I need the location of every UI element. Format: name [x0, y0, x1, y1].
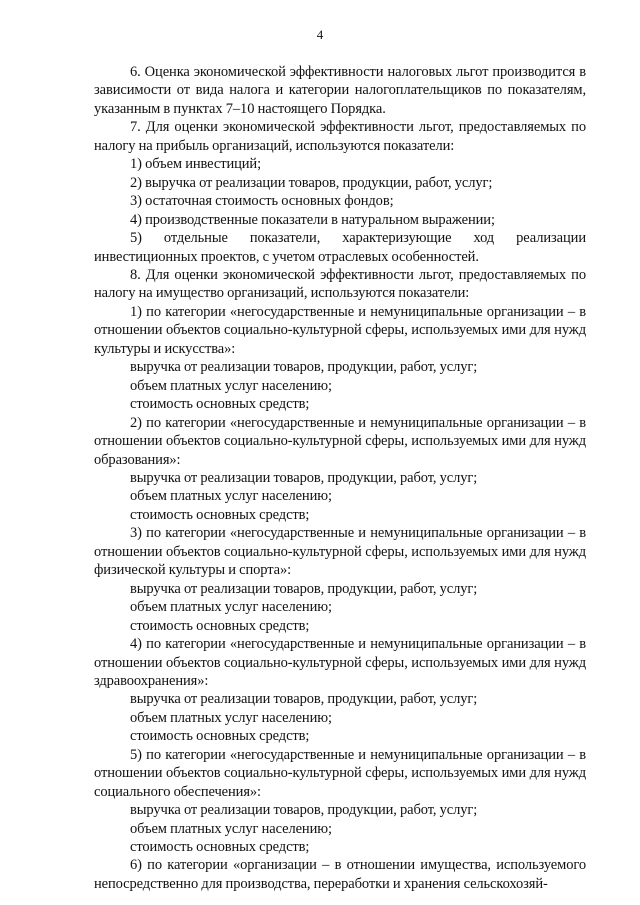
- paragraph-item-7: 7. Для оценки экономической эффективности льгот, предоставляемых по налогу на прибыль организаций, используются показатели:: [94, 119, 586, 154]
- indicator-item: выручка от реализации товаров, продукции, работ, услуг;: [130, 359, 478, 376]
- list-item: 3) остаточная стоимость основных фондов;: [130, 193, 394, 210]
- indicator-item: объем платных услуг населению;: [130, 488, 332, 505]
- document-body: [94, 63, 586, 893]
- category-item: 3) по категории «негосударственные и немуниципальные организации – в отношении объектов социально-культурной сферы, используемых ими для нужд физической культуры и спорта»:: [94, 525, 586, 579]
- list-item: 2) выручка от реализации товаров, продукции, работ, услуг;: [130, 174, 493, 191]
- indicator-item: стоимость основных средств;: [130, 506, 310, 523]
- indicator-item: стоимость основных средств;: [130, 396, 310, 413]
- category-item: 5) по категории «негосударственные и немуниципальные организации – в отношении объектов социально-культурной сферы, используемых ими для нужд социального обеспечения»:: [94, 746, 586, 800]
- indicator-item: объем платных услуг населению;: [130, 377, 332, 394]
- indicator-item: выручка от реализации товаров, продукции, работ, услуг;: [130, 802, 478, 819]
- indicator-item: объем платных услуг населению;: [130, 709, 332, 726]
- paragraph-item-6: 6. Оценка экономической эффективности налоговых льгот производится в зависимости от вида налога и категории налогоплательщиков по показателям, указанным в пунктах 7–10 настоящего Порядка.: [94, 64, 586, 117]
- indicator-item: выручка от реализации товаров, продукции, работ, услуг;: [130, 469, 478, 486]
- indicator-item: объем платных услуг населению;: [130, 599, 332, 616]
- list-item: 4) производственные показатели в натуральном выражении;: [130, 211, 495, 228]
- indicator-item: выручка от реализации товаров, продукции, работ, услуг;: [130, 691, 478, 708]
- indicator-item: стоимость основных средств;: [130, 728, 310, 745]
- category-item: 2) по категории «негосударственные и немуниципальные организации – в отношении объектов социально-культурной сферы, используемых ими для нужд образования»:: [94, 414, 586, 468]
- category-item: 6) по категории «организации – в отношении имущества, используемого непосредственно для производства, переработки и хранения сельскохозяй-: [94, 857, 586, 892]
- indicator-item: выручка от реализации товаров, продукции, работ, услуг;: [130, 580, 478, 597]
- list-item: 1) объем инвестиций;: [130, 156, 262, 173]
- category-item: 4) по категории «негосударственные и немуниципальные организации – в отношении объектов социально-культурной сферы, используемых ими для нужд здравоохранения»:: [94, 636, 586, 689]
- category-item: 1) по категории «негосударственные и немуниципальные организации – в отношении объектов социально-культурной сферы, используемых ими для нужд культуры и искусства»:: [94, 303, 586, 357]
- list-item: 5) отдельные показатели, характеризующие ход реализации инвестиционных проектов, с учетом отраслевых особенностей.: [94, 230, 586, 265]
- paragraph-item-8: 8. Для оценки экономической эффективности льгот, предоставляемых по налогу на имущество организаций, используются показатели:: [94, 266, 586, 302]
- indicator-item: объем платных услуг населению;: [130, 820, 332, 837]
- page-number: 4: [316, 27, 324, 42]
- indicator-item: стоимость основных средств;: [130, 617, 310, 634]
- indicator-item: стоимость основных средств;: [130, 839, 310, 856]
